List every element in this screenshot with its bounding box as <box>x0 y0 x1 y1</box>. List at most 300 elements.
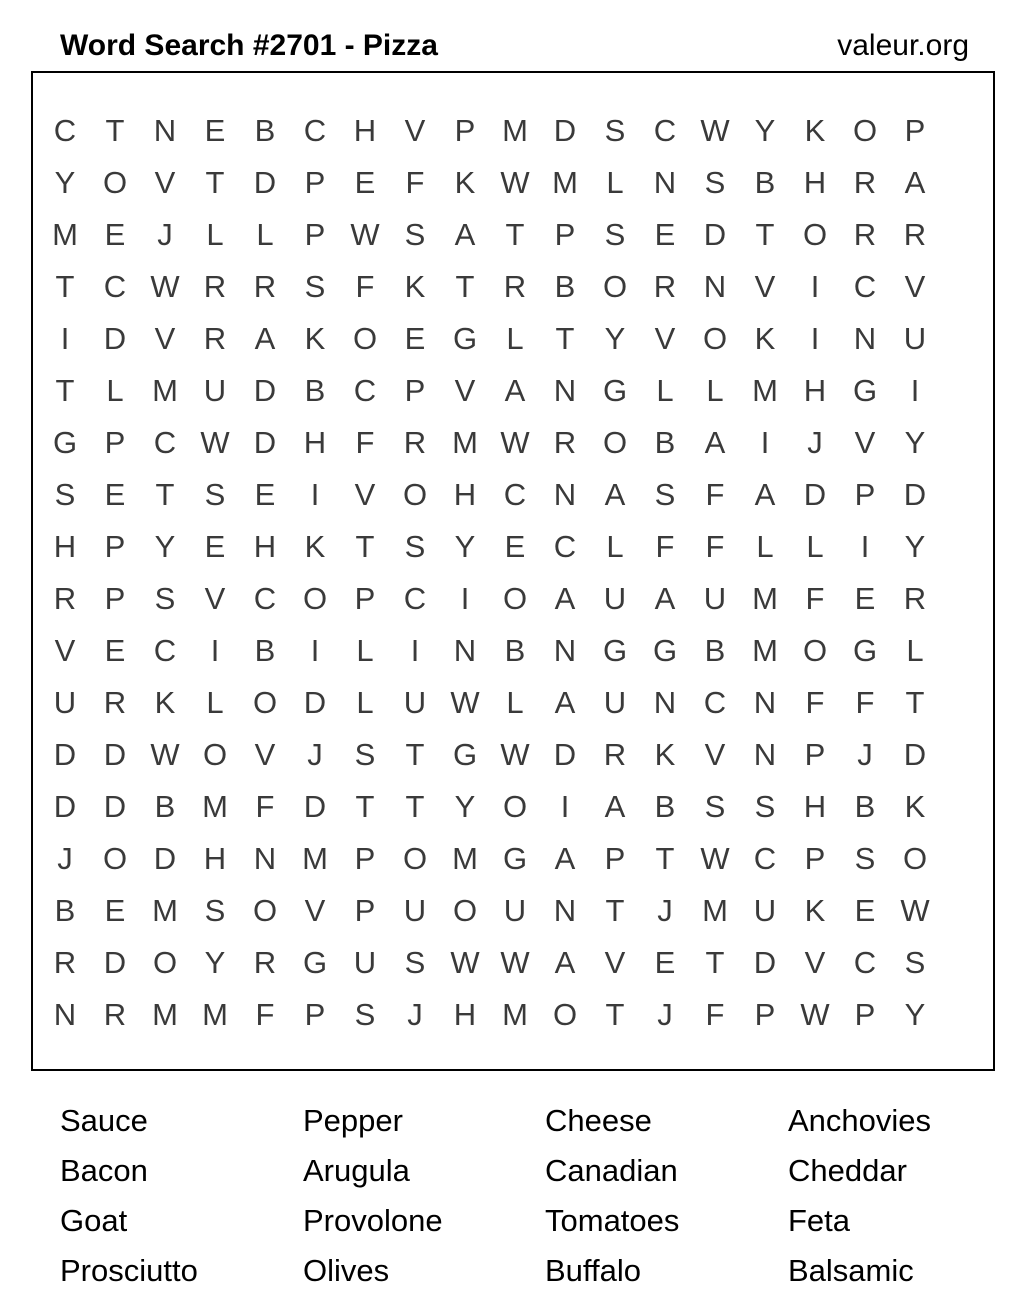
grid-letter: W <box>700 113 730 148</box>
grid-letter: M <box>552 165 578 200</box>
grid-letter: N <box>553 893 577 928</box>
word-list-item: Bacon <box>60 1153 148 1188</box>
grid-letter: F <box>355 425 375 460</box>
grid-letter: C <box>53 113 77 148</box>
grid-letter: J <box>157 217 173 252</box>
grid-letter: L <box>606 529 624 564</box>
grid-letter: O <box>202 737 228 772</box>
grid-letter: O <box>402 841 428 876</box>
grid-letter: M <box>302 841 328 876</box>
grid-letter: J <box>307 737 323 772</box>
grid-letter: Y <box>204 945 226 980</box>
grid-letter: W <box>500 945 530 980</box>
grid-letter: G <box>452 737 478 772</box>
grid-letter: H <box>803 373 827 408</box>
grid-letter: T <box>205 165 225 200</box>
grid-letter: R <box>53 581 77 616</box>
grid-letter: M <box>202 997 228 1032</box>
grid-letter: L <box>256 217 274 252</box>
grid-letter: H <box>453 477 477 512</box>
grid-letter: F <box>355 269 375 304</box>
grid-letter: T <box>355 529 375 564</box>
grid-letter: S <box>154 581 176 616</box>
grid-letter: W <box>350 217 380 252</box>
grid-letter: M <box>752 581 778 616</box>
grid-letter: B <box>504 633 526 668</box>
grid-letter: O <box>102 165 128 200</box>
grid-letter: N <box>553 633 577 668</box>
grid-letter: L <box>206 685 224 720</box>
grid-letter: W <box>500 425 530 460</box>
grid-letter: P <box>104 425 126 460</box>
grid-letter: I <box>410 633 420 668</box>
grid-letter: M <box>52 217 78 252</box>
grid-letter: Y <box>754 113 776 148</box>
grid-letter: I <box>310 633 320 668</box>
grid-letter: D <box>303 685 327 720</box>
grid-letter: J <box>857 737 873 772</box>
grid-letter: D <box>553 737 577 772</box>
grid-letter: A <box>904 165 926 200</box>
grid-letter: E <box>854 893 876 928</box>
grid-letter: I <box>560 789 570 824</box>
grid-letter: E <box>404 321 426 356</box>
grid-letter: F <box>405 165 425 200</box>
grid-letter: D <box>103 945 127 980</box>
word-list-item: Anchovies <box>788 1103 932 1138</box>
grid-letter: O <box>452 893 478 928</box>
grid-letter: R <box>203 269 227 304</box>
grid-letter: S <box>354 997 376 1032</box>
grid-letter: G <box>602 633 628 668</box>
grid-letter: T <box>55 269 75 304</box>
grid-letter: G <box>852 633 878 668</box>
grid-letter: N <box>653 165 677 200</box>
grid-letter: O <box>552 997 578 1032</box>
grid-letter: H <box>303 425 327 460</box>
grid-letter: R <box>903 581 927 616</box>
grid-letter: D <box>753 945 777 980</box>
grid-letter: P <box>554 217 576 252</box>
word-list-item: Sauce <box>60 1103 148 1138</box>
grid-letter: B <box>704 633 726 668</box>
grid-letter: F <box>705 997 725 1032</box>
grid-letter: U <box>353 945 377 980</box>
grid-letter: J <box>57 841 73 876</box>
grid-letter: N <box>753 685 777 720</box>
grid-letter: R <box>103 685 127 720</box>
grid-letter: W <box>150 269 180 304</box>
grid-letter: F <box>705 529 725 564</box>
grid-letter: D <box>703 217 727 252</box>
grid-letter: T <box>555 321 575 356</box>
grid-letter: P <box>354 893 376 928</box>
grid-letter: I <box>860 529 870 564</box>
grid-letter: E <box>254 477 276 512</box>
word-list-item: Cheddar <box>788 1153 907 1188</box>
grid-letter: W <box>200 425 230 460</box>
grid-letter: A <box>504 373 526 408</box>
grid-letter: T <box>505 217 525 252</box>
grid-letter: E <box>854 581 876 616</box>
grid-letter: T <box>405 789 425 824</box>
grid-letter: F <box>655 529 675 564</box>
grid-letter: T <box>405 737 425 772</box>
grid-letter: U <box>703 581 727 616</box>
grid-letter: E <box>104 633 126 668</box>
grid-letter: E <box>654 217 676 252</box>
grid-letter: D <box>253 425 277 460</box>
grid-letter: T <box>605 893 625 928</box>
grid-letter: S <box>204 893 226 928</box>
grid-letter: O <box>902 841 928 876</box>
grid-letter: A <box>254 321 276 356</box>
grid-letter: L <box>356 633 374 668</box>
grid-letter: C <box>853 945 877 980</box>
grid-letter: L <box>756 529 774 564</box>
word-list-item: Arugula <box>303 1153 410 1188</box>
grid-letter: R <box>853 165 877 200</box>
grid-letter: B <box>754 165 776 200</box>
grid-letter: E <box>204 529 226 564</box>
grid-letter: A <box>704 425 726 460</box>
grid-letter: W <box>150 737 180 772</box>
grid-letter: N <box>453 633 477 668</box>
grid-letter: R <box>603 737 627 772</box>
grid-letter: N <box>553 373 577 408</box>
grid-letter: H <box>53 529 77 564</box>
grid-letter: D <box>103 321 127 356</box>
grid-letter: O <box>252 893 278 928</box>
grid-letter: L <box>506 685 524 720</box>
grid-letter: P <box>604 841 626 876</box>
word-list <box>60 1096 1010 1296</box>
grid-letter: V <box>254 737 276 772</box>
grid-letter: S <box>404 945 426 980</box>
grid-letter: B <box>304 373 326 408</box>
grid-letter: S <box>604 113 626 148</box>
grid-letter: D <box>253 373 277 408</box>
grid-letter: M <box>452 841 478 876</box>
grid-letter: L <box>356 685 374 720</box>
grid-letter: S <box>354 737 376 772</box>
grid-letter: U <box>503 893 527 928</box>
grid-letter: B <box>154 789 176 824</box>
grid-letter: G <box>852 373 878 408</box>
grid-letter: O <box>152 945 178 980</box>
grid-letter: C <box>503 477 527 512</box>
grid-letter: T <box>55 373 75 408</box>
grid-letter: I <box>910 373 920 408</box>
grid-letter: O <box>802 633 828 668</box>
grid-letter: U <box>53 685 77 720</box>
grid-letter: V <box>854 425 876 460</box>
grid-letter: P <box>804 841 826 876</box>
grid-letter: P <box>104 581 126 616</box>
grid-letter: R <box>653 269 677 304</box>
grid-letter: U <box>603 581 627 616</box>
grid-letter: N <box>53 997 77 1032</box>
grid-letter: P <box>904 113 926 148</box>
grid-letter: M <box>502 113 528 148</box>
grid-letter: P <box>854 477 876 512</box>
grid-letter: D <box>803 477 827 512</box>
grid-letter: P <box>304 997 326 1032</box>
grid-letter: A <box>454 217 476 252</box>
grid-letter: G <box>652 633 678 668</box>
grid-letter: O <box>502 581 528 616</box>
word-list-item: Pepper <box>303 1103 403 1138</box>
grid-letter: T <box>755 217 775 252</box>
grid-letter: D <box>903 737 927 772</box>
grid-letter: Y <box>454 529 476 564</box>
word-list-item: Goat <box>60 1203 128 1238</box>
grid-letter: E <box>104 893 126 928</box>
grid-letter: K <box>754 321 776 356</box>
grid-letter: F <box>705 477 725 512</box>
grid-letter: D <box>53 737 77 772</box>
grid-letter: L <box>706 373 724 408</box>
grid-letter: B <box>854 789 876 824</box>
word-list-item: Tomatoes <box>545 1203 680 1238</box>
grid-letter: V <box>204 581 226 616</box>
grid-letter: A <box>654 581 676 616</box>
grid-letter: M <box>152 893 178 928</box>
grid-letter: W <box>500 737 530 772</box>
grid-letter: M <box>152 373 178 408</box>
grid-letter: G <box>502 841 528 876</box>
grid-letter: V <box>454 373 476 408</box>
grid-letter: R <box>403 425 427 460</box>
grid-letter: V <box>354 477 376 512</box>
grid-letter: N <box>653 685 677 720</box>
grid-letter: W <box>800 997 830 1032</box>
grid-letter: E <box>504 529 526 564</box>
word-list-item: Provolone <box>303 1203 443 1238</box>
grid-letter: G <box>602 373 628 408</box>
grid-letter: D <box>903 477 927 512</box>
grid-letter: M <box>152 997 178 1032</box>
word-list-item: Cheese <box>545 1103 652 1138</box>
grid-letter: O <box>302 581 328 616</box>
grid-letter: E <box>354 165 376 200</box>
grid-letter: C <box>703 685 727 720</box>
grid-letter: Y <box>604 321 626 356</box>
grid-letter: O <box>602 425 628 460</box>
grid-letter: O <box>252 685 278 720</box>
grid-letter: D <box>253 165 277 200</box>
grid-letter: U <box>603 685 627 720</box>
grid-letter: B <box>254 113 276 148</box>
grid-letter: U <box>203 373 227 408</box>
grid-letter: S <box>704 789 726 824</box>
grid-letter: B <box>654 425 676 460</box>
grid-letter: C <box>153 633 177 668</box>
grid-letter: J <box>407 997 423 1032</box>
grid-letter: G <box>452 321 478 356</box>
grid-letter: L <box>206 217 224 252</box>
puzzle-board <box>31 71 995 1071</box>
grid-letter: T <box>605 997 625 1032</box>
grid-letter: K <box>304 321 326 356</box>
grid-letter: P <box>854 997 876 1032</box>
grid-letter: C <box>853 269 877 304</box>
grid-letter: C <box>753 841 777 876</box>
grid-letter: V <box>404 113 426 148</box>
grid-letter: C <box>653 113 677 148</box>
grid-letter: V <box>54 633 76 668</box>
grid-letter: V <box>754 269 776 304</box>
grid-letter: T <box>355 789 375 824</box>
grid-letter: D <box>103 789 127 824</box>
grid-letter: S <box>904 945 926 980</box>
grid-letter: N <box>753 737 777 772</box>
grid-letter: P <box>354 581 376 616</box>
grid-letter: T <box>655 841 675 876</box>
grid-letter: T <box>705 945 725 980</box>
grid-letter: A <box>554 841 576 876</box>
grid-letter: F <box>855 685 875 720</box>
grid-letter: E <box>104 477 126 512</box>
grid-letter: K <box>304 529 326 564</box>
grid-letter: A <box>604 789 626 824</box>
grid-letter: I <box>810 321 820 356</box>
grid-letter: F <box>805 581 825 616</box>
grid-letter: B <box>654 789 676 824</box>
grid-letter: R <box>253 269 277 304</box>
grid-letter: R <box>53 945 77 980</box>
grid-letter: B <box>254 633 276 668</box>
word-list-item: Canadian <box>545 1153 678 1188</box>
grid-letter: U <box>903 321 927 356</box>
grid-letter: L <box>606 165 624 200</box>
grid-letter: T <box>455 269 475 304</box>
grid-letter: J <box>807 425 823 460</box>
grid-letter: F <box>805 685 825 720</box>
grid-letter: W <box>500 165 530 200</box>
grid-letter: O <box>852 113 878 148</box>
grid-letter: K <box>654 737 676 772</box>
grid-letter: K <box>904 789 926 824</box>
grid-letter: V <box>154 321 176 356</box>
grid-letter: C <box>253 581 277 616</box>
grid-letter: G <box>302 945 328 980</box>
word-list-item: Balsamic <box>788 1253 914 1288</box>
grid-letter: S <box>604 217 626 252</box>
grid-letter: H <box>803 165 827 200</box>
grid-letter: S <box>854 841 876 876</box>
grid-letter: G <box>52 425 78 460</box>
grid-letter: H <box>453 997 477 1032</box>
grid-letter: F <box>255 789 275 824</box>
grid-letter: W <box>700 841 730 876</box>
grid-letter: V <box>904 269 926 304</box>
grid-letter: K <box>454 165 476 200</box>
grid-letter: I <box>460 581 470 616</box>
grid-letter: A <box>554 685 576 720</box>
grid-letter: T <box>155 477 175 512</box>
grid-letter: Y <box>154 529 176 564</box>
grid-letter: T <box>105 113 125 148</box>
grid-letter: N <box>253 841 277 876</box>
grid-letter: E <box>104 217 126 252</box>
grid-letter: E <box>204 113 226 148</box>
grid-letter: C <box>403 581 427 616</box>
grid-letter: H <box>353 113 377 148</box>
grid-letter: N <box>853 321 877 356</box>
grid-letter: U <box>753 893 777 928</box>
grid-letter: D <box>53 789 77 824</box>
grid-letter: N <box>553 477 577 512</box>
word-list-item: Feta <box>788 1203 851 1238</box>
grid-letter: V <box>304 893 326 928</box>
grid-letter: U <box>403 893 427 928</box>
grid-letter: Y <box>54 165 76 200</box>
grid-letter: R <box>553 425 577 460</box>
grid-letter: R <box>503 269 527 304</box>
grid-letter: L <box>906 633 924 668</box>
grid-letter: W <box>900 893 930 928</box>
grid-letter: S <box>204 477 226 512</box>
grid-letter: S <box>404 217 426 252</box>
grid-letter: C <box>303 113 327 148</box>
grid-letter: V <box>604 945 626 980</box>
grid-letter: M <box>702 893 728 928</box>
grid-letter: R <box>253 945 277 980</box>
grid-letter: V <box>154 165 176 200</box>
grid-letter: K <box>804 113 826 148</box>
grid-letter: H <box>203 841 227 876</box>
word-list-item: Prosciutto <box>60 1253 198 1288</box>
grid-letter: P <box>304 217 326 252</box>
grid-letter: L <box>106 373 124 408</box>
grid-letter: O <box>802 217 828 252</box>
grid-letter: O <box>352 321 378 356</box>
grid-letter: P <box>454 113 476 148</box>
grid-letter: J <box>657 997 673 1032</box>
grid-letter: M <box>202 789 228 824</box>
letter-grid <box>33 73 993 1069</box>
grid-letter: F <box>255 997 275 1032</box>
grid-letter: H <box>803 789 827 824</box>
grid-letter: O <box>402 477 428 512</box>
grid-letter: D <box>153 841 177 876</box>
grid-letter: W <box>450 685 480 720</box>
grid-letter: D <box>553 113 577 148</box>
grid-letter: N <box>703 269 727 304</box>
grid-letter: C <box>353 373 377 408</box>
grid-letter: P <box>404 373 426 408</box>
grid-letter: I <box>210 633 220 668</box>
grid-letter: O <box>102 841 128 876</box>
grid-letter: S <box>704 165 726 200</box>
grid-letter: R <box>853 217 877 252</box>
grid-letter: I <box>760 425 770 460</box>
grid-letter: R <box>903 217 927 252</box>
grid-letter: M <box>502 997 528 1032</box>
grid-letter: R <box>103 997 127 1032</box>
grid-letter: K <box>404 269 426 304</box>
grid-letter: C <box>553 529 577 564</box>
grid-letter: S <box>404 529 426 564</box>
grid-letter: D <box>303 789 327 824</box>
grid-letter: B <box>554 269 576 304</box>
grid-letter: H <box>253 529 277 564</box>
grid-letter: P <box>804 737 826 772</box>
grid-letter: Y <box>454 789 476 824</box>
grid-letter: O <box>502 789 528 824</box>
grid-letter: E <box>654 945 676 980</box>
